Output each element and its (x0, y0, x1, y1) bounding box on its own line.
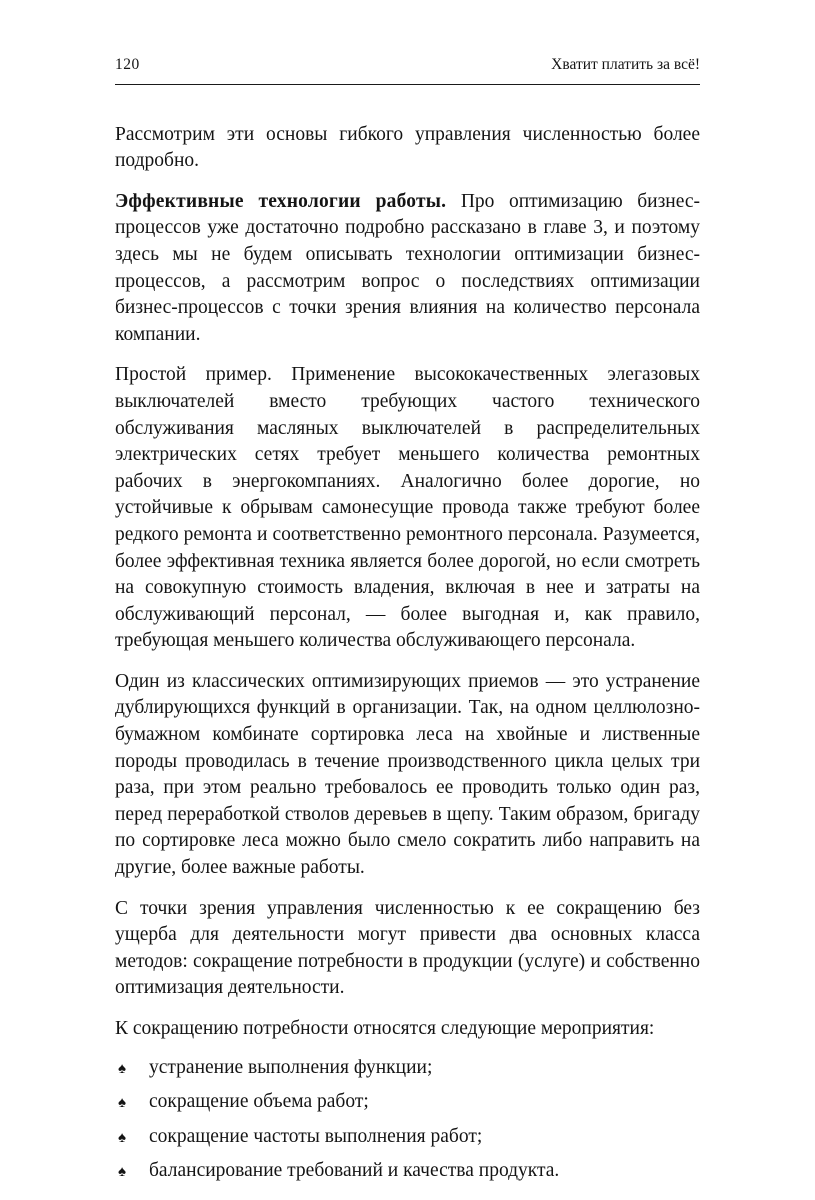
paragraph-list-intro: К сокращению потребности относятся следующие мероприятия: (115, 1018, 655, 1039)
list-item-text: устранение выполнения функции; (149, 1056, 433, 1078)
spade-bullet-icon: ♠ (118, 1129, 126, 1146)
spade-bullet-icon: ♠ (118, 1060, 126, 1077)
list-item (115, 1089, 700, 1117)
list-item (115, 1055, 700, 1083)
running-title: Хватит платить за всё! (551, 56, 700, 73)
list-item-text: балансирование требований и качества продукта. (149, 1160, 560, 1182)
paragraph-intro: Рассмотрим эти основы гибкого управления численностью более подробно. (115, 123, 700, 172)
list-item-text: сокращение частоты выполнения работ; (149, 1125, 483, 1147)
header-rule (115, 84, 700, 85)
list-item-text: сокращение объема работ; (149, 1091, 369, 1113)
paragraph-methods: С точки зрения управления численностью к ее сокращению без ущерба для деятельности могут привести два основных класса методов: сокращение потребности в продукции (услуге) и собственно оптимизация деятельности. (115, 897, 700, 999)
list-item (115, 1124, 700, 1152)
paragraph-deduplication: Один из классических оптимизирующих приемов — это устранение дублирующихся функций в организации. Так, на одном целлюлозно-бумажном комбинате сортировка леса на хвойные и лиственные породы проводилась в течение производственного цикла целых три раза, при этом реально требовалось ее проводить только один раз, перед переработкой стволов деревьев в щепу. Таким образом, бригаду по сортировке леса можно было смело сократить либо направить на другие, более важные работы. (115, 670, 700, 879)
spade-bullet-icon: ♠ (118, 1095, 126, 1112)
paragraph-technologies (115, 189, 700, 349)
paragraph-technologies-text: Про оптимизацию бизнес-процессов уже достаточно подробно рассказано в главе 3, и поэтому здесь мы не будем описывать технологии оптимизации бизнес-процессов, а рассмотрим вопрос о последствиях оптимизации бизнес-процессов с точки зрения влияния на количество персонала компании. (115, 190, 700, 345)
running-head (115, 56, 700, 75)
page-number: 120 (115, 56, 140, 73)
page-body (115, 122, 700, 1186)
spade-bullet-icon: ♠ (118, 1164, 126, 1181)
paragraph-example: Простой пример. Применение высококачественных элегазовых выключателей вместо требующих частого технического обслуживания масляных выключателей в распределительных электрических сетях требует меньшего количества ремонтных рабочих в энергокомпаниях. Аналогично более дорогие, но устойчивые к обрывам самонесущие провода также требуют более редкого ремонта и соответственно ремонтного персонала. Разумеется, более эффективная техника является более дорогой, но если смотреть на совокупную стоимость владения, включая в нее и затраты на обслуживающий персонал, — более выгодная и, как правило, требующая меньшего количества обслуживающего персонала. (115, 364, 700, 652)
list-item (115, 1158, 700, 1186)
reduction-measures-list (115, 1055, 700, 1186)
paragraph-lead-heading: Эффективные технологии работы. (115, 190, 447, 212)
